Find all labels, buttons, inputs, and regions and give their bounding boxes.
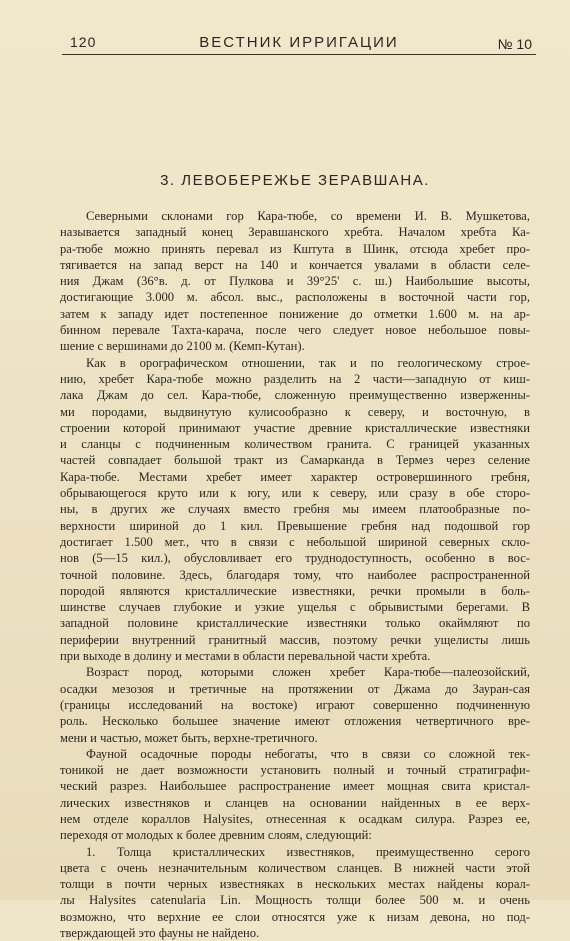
text-line: лы Halysites catenularia Lin. Мощность толщи более 500 м. и очень bbox=[60, 893, 530, 908]
text-line: осадки мезозоя и третичные на протяжении от Джама до Зауран-сая bbox=[60, 681, 530, 696]
text-line: достигающие 3.000 м. абсол. выс., расположены в восточной части гор, bbox=[60, 290, 530, 305]
text-line: роль. Несколько большее значение имеют отложения четвертичного вре- bbox=[60, 714, 530, 729]
text-line: затем к западу идет постепенное понижение до отметки 1.600 м. на ар- bbox=[60, 306, 530, 321]
text-line: строении которой принимают участие древние кристаллические известняки bbox=[60, 420, 530, 435]
text-line: лических известняков и сланцев на основании найденных в ее верх- bbox=[60, 795, 530, 810]
text-line: ра-тюбе можно принять перевал из Кштута в Шинк, отсюда хребет про- bbox=[60, 241, 530, 256]
text-line: цвета с очень незначительным количеством сланцев. В нижней части этой bbox=[60, 860, 530, 875]
journal-title: ВЕСТНИК ИРРИГАЦИИ bbox=[199, 34, 399, 51]
text-line: возможно, что верхние ее слои относятся уже к низам девона, но под- bbox=[60, 909, 530, 924]
text-line: достигает 1.500 мет., что в связи с небольшой шириной северных скло- bbox=[60, 534, 530, 549]
text-line: шинстве случаев глубокие и узкие ущелья с обрывистыми берегами. В bbox=[60, 600, 530, 615]
text-line: Северными склонами гор Кара-тюбе, со времени И. В. Мушкетова, bbox=[86, 209, 530, 223]
text-line: нию, хребет Кара-тюбе можно разделить на 2 части—западную от киш- bbox=[60, 371, 530, 386]
text-line: тягивается на запад верст на 140 и кончается увалами в области селе- bbox=[60, 257, 530, 272]
text-line: Как в орографическом отношении, так и по геологическому строе- bbox=[86, 355, 530, 370]
text-line: ческий разрез. Наибольшее распространение имеет мощная свита кристал- bbox=[60, 779, 530, 794]
text-line: частей совпадает большой тракт из Самарканда в Термез через селение bbox=[60, 453, 530, 468]
text-line: называется западный конец Зеравшанского хребта. Началом хребта Ка- bbox=[60, 225, 530, 240]
body-text bbox=[60, 208, 530, 941]
text-line: при выходе в долину и местами в области перевальной части хребта. bbox=[60, 649, 431, 664]
text-line: лака Джам до сел. Кара-тюбе, сложенную преимущественно изверженны- bbox=[60, 388, 530, 403]
running-header bbox=[62, 32, 536, 55]
text-line: ми породами, выдвинутую кулисообразно к северу, и восточную, в bbox=[60, 404, 530, 419]
text-line: ны, в других же случаях вместо гребня мы имеем платообразные по- bbox=[60, 502, 530, 517]
text-line: периферии внутренний гранитный массив, поэтому речки ущелисты лишь bbox=[60, 632, 530, 647]
text-line: (границы исследований на востоке) играют совершенно подчиненную bbox=[60, 697, 530, 712]
text-line: Фауной осадочные породы небогаты, что в связи со сложной тек- bbox=[86, 746, 530, 761]
text-line: точной половине. Здесь, благодаря тому, что наиболее распространенной bbox=[60, 567, 530, 582]
text-line: нем отделе кораллов Halysites, отнесенная к осадкам силура. Разрез ее, bbox=[60, 811, 530, 826]
text-line: Кара-тюбе. Местами хребет имеет характер островершинного гребня, bbox=[60, 469, 530, 484]
text-line: западной половине кристаллические известняки только окаймляют по bbox=[60, 616, 530, 631]
page-number: 120 bbox=[70, 34, 97, 50]
text-line: ния Джам (36°в. д. от Пулкова и 39°25' с. ш.) Наибольшие высоты, bbox=[60, 274, 530, 289]
text-line: 1. Толща кристаллических известняков, преимущественно серого bbox=[86, 844, 530, 859]
text-line: Возраст пород, которыми сложен хребет Кара-тюбе—палеозойский, bbox=[86, 665, 530, 680]
issue-number: № 10 bbox=[497, 36, 532, 52]
text-line: обрывающегося круто или к югу, или к северу, или сразу в обе сторо- bbox=[60, 486, 530, 501]
text-line: мени и частью, может быть, верхне-третичного. bbox=[60, 730, 318, 745]
text-line: тверждающей это фауны не найдено. bbox=[60, 926, 260, 941]
text-line: и сланцы с подчиненным количеством гранита. С границей указанных bbox=[60, 437, 530, 452]
text-line: верхности шириной до 1 кил. Превышение гребня над подошвой гор bbox=[60, 518, 530, 533]
text-line: переходя от молодых к более древним слоям, следующий: bbox=[60, 828, 372, 843]
text-line: нов (5—15 кил.), обусловливает его труднодоступность, особенно в вос- bbox=[60, 551, 530, 566]
text-line: породой являются кристаллические известняки, речки промыли в боль- bbox=[60, 583, 530, 598]
text-line: шение с вершинами до 2100 м. (Кемп-Кутан). bbox=[60, 339, 305, 354]
text-line: бинном перевале Тахта-карача, после чего следует новое небольшое повы- bbox=[60, 323, 530, 338]
section-title: 3. ЛЕВОБЕРЕЖЬЕ ЗЕРАВШАНА. bbox=[160, 172, 430, 189]
text-line: толщи в почти черных известняках в нескольких местах найдены корал- bbox=[60, 877, 530, 892]
text-line: тоникой не дает возможности установить полный и точный стратиграфи- bbox=[60, 763, 530, 778]
